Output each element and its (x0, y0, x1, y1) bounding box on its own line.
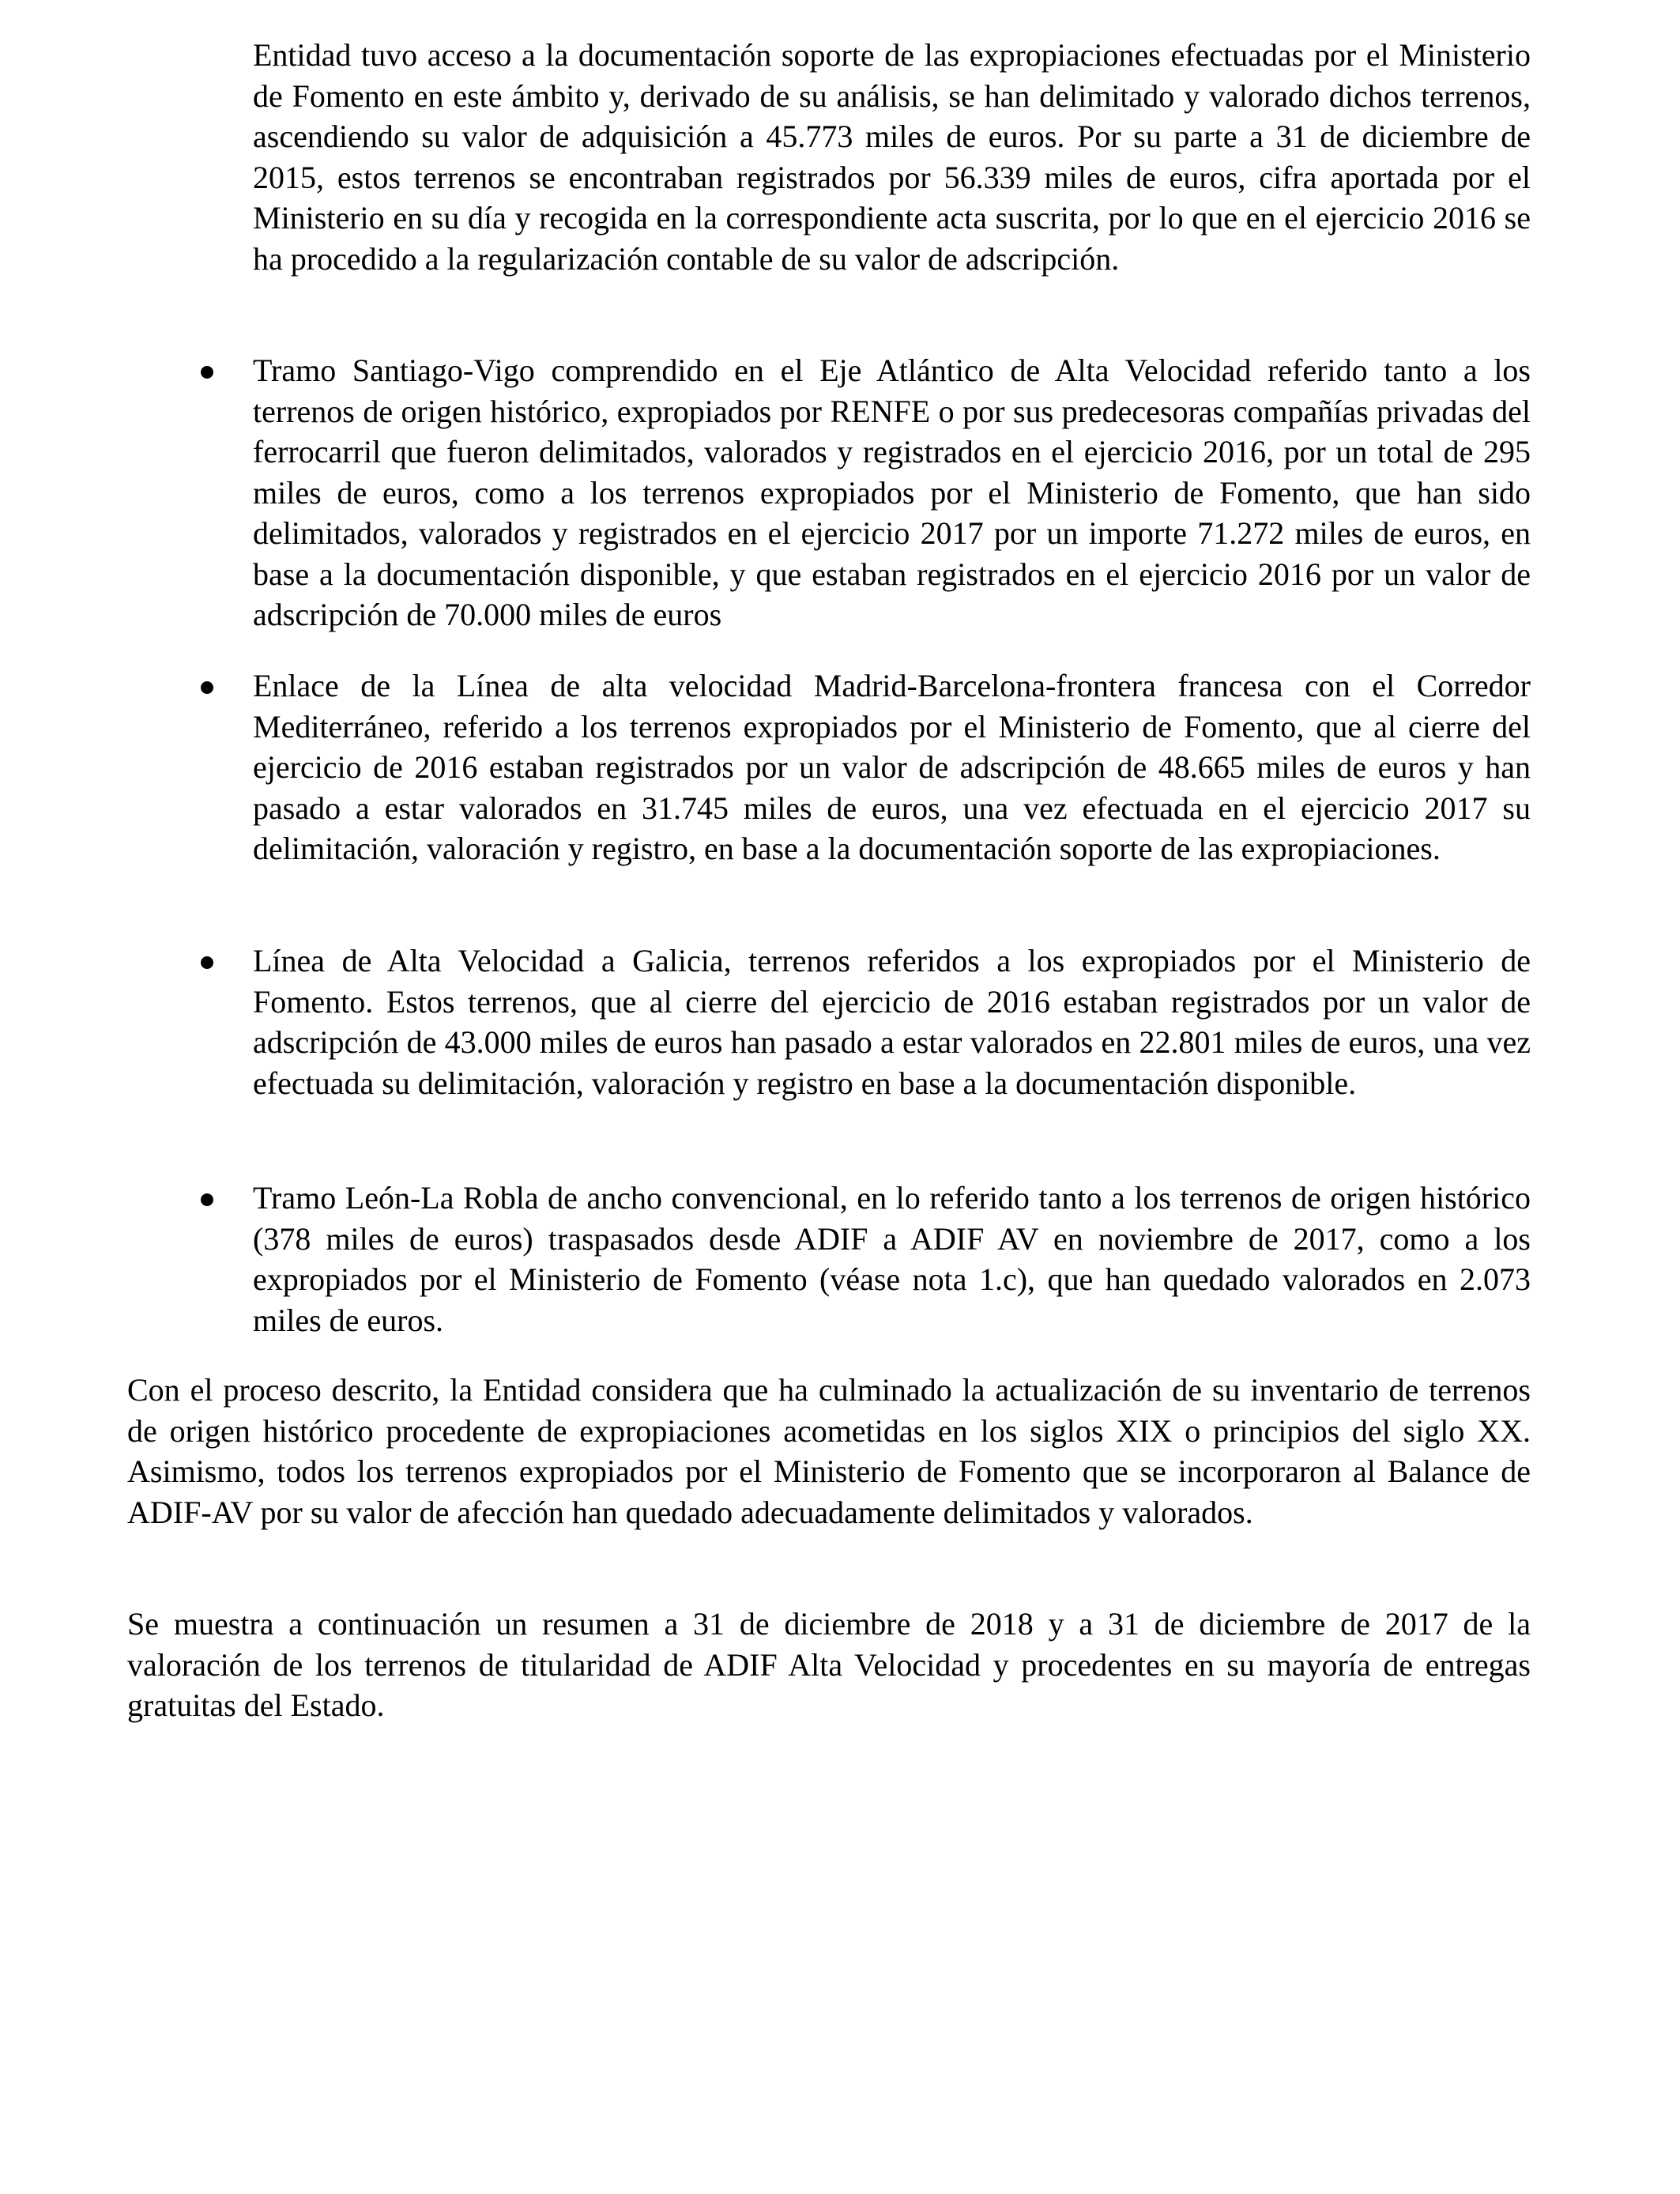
closing-paragraph-summary: Se muestra a continuación un resumen a 31 de diciembre de 2018 y a 31 de diciembre de 2017 de la valoración de los terrenos de titularidad de ADIF Alta Velocidad y procedentes en su mayoría de entregas gratuitas del Estado. (127, 1606, 1531, 1723)
bullet-icon (201, 1193, 213, 1206)
intro-paragraph: Entidad tuvo acceso a la documentación soporte de las expropiaciones efectuadas por el Ministerio de Fomento en este ámbito y, derivado de su análisis, se han delimitado y valorado dichos terrenos, ascendiendo su valor de adquisición a 45.773 miles de euros. Por su parte a 31 de diciembre de 2015, estos terrenos se encontraban registrados por 56.339 miles de euros, cifra aportada por el Ministerio en su día y recogida en la correspondiente acta suscrita, por lo que en el ejercicio 2016 se ha procedido a la regularización contable de su valor de adscripción. (253, 37, 1531, 277)
bullet-item-enlace-mediterraneo: Enlace de la Línea de alta velocidad Madrid-Barcelona-frontera francesa con el Corredor Mediterráneo, referido a los terrenos expropiados por el Ministerio de Fomento, que al cierre del ejercicio de 2016 estaban registrados por un valor de adscripción de 48.665 miles de euros y han pasado a estar valorados en 31.745 miles de euros, una vez efectuada en el ejercicio 2017 su delimitación, valoración y registro, en base a la documentación soporte de las expropiaciones. (253, 668, 1531, 866)
bullet-item-galicia: Línea de Alta Velocidad a Galicia, terrenos referidos a los expropiados por el Ministerio de Fomento. Estos terrenos, que al cierre del ejercicio de 2016 estaban registrados por un valor de adscripción de 43.000 miles de euros han pasado a estar valorados en 22.801 miles de euros, una vez efectuada su delimitación, valoración y registro en base a la documentación disponible. (253, 943, 1531, 1101)
bullet-icon (201, 681, 213, 694)
bullet-icon (201, 366, 213, 379)
bullet-item-santiago-vigo: Tramo Santiago-Vigo comprendido en el Eje Atlántico de Alta Velocidad referido tanto a los terrenos de origen histórico, expropiados por RENFE o por sus predecesoras compañías privadas del ferrocarril que fueron delimitados, valorados y registrados en el ejercicio 2016, por un total de 295 miles de euros, como a los terrenos expropiados por el Ministerio de Fomento, que han sido delimitados, valorados y registrados en el ejercicio 2017 por un importe 71.272 miles de euros, en base a la documentación disponible, y que estaban registrados en el ejercicio 2016 por un valor de adscripción de 70.000 miles de euros (253, 352, 1531, 632)
bullet-item-leon-la-robla: Tramo León-La Robla de ancho convencional, en lo referido tanto a los terrenos de origen histórico (378 miles de euros) traspasados desde ADIF a ADIF AV en noviembre de 2017, como a los expropiados por el Ministerio de Fomento (véase nota 1.c), que han quedado valorados en 2.073 miles de euros. (253, 1180, 1531, 1338)
bullet-icon (201, 956, 213, 969)
closing-paragraph-inventory: Con el proceso descrito, la Entidad considera que ha culminado la actualización de su inventario de terrenos de origen histórico procedente de expropiaciones acometidas en los siglos XIX o principios del siglo XX. Asimismo, todos los terrenos expropiados por el Ministerio de Fomento que se incorporaron al Balance de ADIF-AV por su valor de afección han quedado adecuadamente delimitados y valorados. (127, 1372, 1531, 1530)
